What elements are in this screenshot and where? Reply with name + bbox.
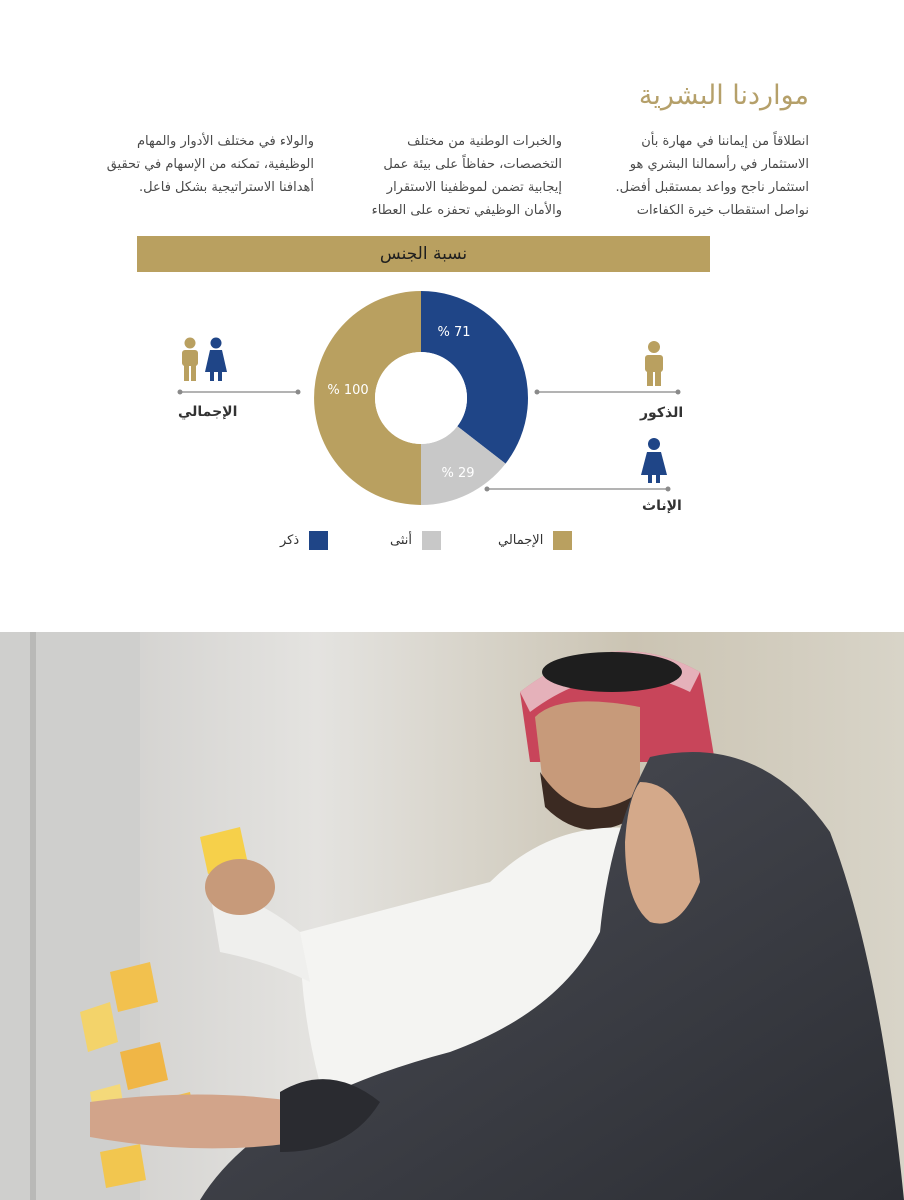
legend-label-male: ذكر: [280, 533, 300, 548]
callout-females-label: الإناث: [642, 498, 682, 514]
data-label-female: % 29: [441, 466, 475, 481]
connector-dot: [296, 390, 301, 395]
legend-item-male: [280, 531, 328, 550]
intro-paragraph-1: انطلاقاً من إيماننا في مهارة بأن الاستثمار في رأسمالنا البشري هو استثمار ناجح وواعد بمستقبل أفضل. نواصل استقطاب خيرة الكفاءات: [615, 134, 809, 218]
intro-paragraph-3: والولاء في مختلف الأدوار والمهام الوظيفية، تمكنه من الإسهام في تحقيق أهدافنا الاستراتيجية بشكل فاعل.: [106, 134, 314, 195]
team-photo-illustration: [0, 632, 904, 1200]
data-label-male: % 71: [437, 325, 471, 340]
section-banner-title: نسبة الجنس: [379, 244, 468, 264]
legend-item-total: [498, 531, 572, 550]
legend-item-female: [390, 531, 441, 550]
total-people-icon: [182, 338, 227, 382]
data-label-total: % 100: [327, 383, 369, 398]
connector-dot: [535, 390, 540, 395]
legend-swatch-total: [553, 531, 572, 550]
male-person-icon: [645, 341, 663, 386]
callout-total-label: الإجمالي: [178, 404, 238, 420]
callout-males-label: الذكور: [640, 405, 684, 421]
legend-swatch-male: [309, 531, 328, 550]
connector-dot: [178, 390, 183, 395]
donut-hole: [375, 352, 467, 444]
intro-paragraph-2: والخبرات الوطنية من مختلف التخصصات، حفاظاً على بيئة عمل إيجابية تضمن لموظفينا الاستقرار والأمان الوظيفي تحفزه على العطاء: [371, 134, 562, 218]
female-person-icon: [641, 438, 667, 483]
legend-label-total: الإجمالي: [498, 533, 544, 548]
connector-dot: [676, 390, 681, 395]
connector-dot: [485, 487, 490, 492]
team-photo: [0, 632, 904, 1200]
legend-label-female: أنثى: [390, 533, 412, 548]
connector-dot: [666, 487, 671, 492]
legend-swatch-female: [422, 531, 441, 550]
page-title: مواردنا البشرية: [638, 80, 809, 111]
